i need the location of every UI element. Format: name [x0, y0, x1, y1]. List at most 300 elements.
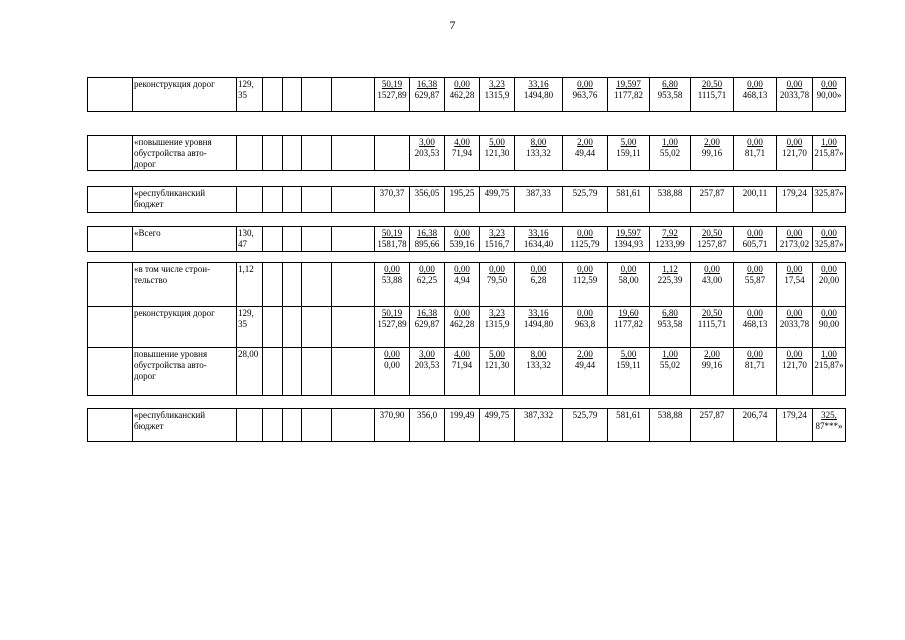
cell-line: 257,87	[699, 188, 725, 198]
cell-line: 0,00	[786, 79, 803, 89]
cell-line: 0,00	[786, 264, 803, 274]
cell-line: 206,74	[742, 410, 768, 420]
cell-line: 203,53	[414, 148, 440, 158]
cell-line: 1527,89	[377, 90, 407, 100]
cell-line: 200,11	[742, 188, 768, 198]
code-line: 129,	[238, 308, 254, 318]
value-cell	[734, 227, 777, 252]
cell-line: 0,00	[786, 228, 803, 238]
cell-line: 0,00	[530, 264, 547, 274]
cell-line: 49,44	[574, 148, 596, 158]
value-cell	[515, 78, 563, 112]
cell-line: 55,87	[744, 275, 766, 285]
code-cell	[237, 307, 263, 348]
cell-line: 1394,93	[613, 239, 644, 249]
cell-line: 121,70	[782, 360, 807, 370]
cell-line: 6,80	[662, 79, 678, 89]
cell-line: 325,87»	[814, 239, 844, 249]
blank-cell	[302, 187, 332, 213]
table-block	[87, 77, 846, 112]
cell-line: 0,00	[454, 79, 470, 89]
value-cell	[608, 187, 650, 213]
cell-line: 1,00	[662, 349, 678, 359]
cell-line: 3,00	[419, 137, 435, 147]
value-cell	[515, 348, 563, 396]
value-cell	[445, 136, 480, 171]
cell-line: 356,0	[416, 410, 438, 420]
cell-line: 538,88	[657, 188, 683, 198]
cell-line: 133,32	[526, 148, 551, 158]
value-cell	[813, 78, 846, 112]
blank-cell	[302, 78, 332, 112]
cell-line: 0,00	[384, 264, 400, 274]
cell-line: 1115,71	[697, 319, 727, 329]
cell-line: 1115,71	[697, 90, 727, 100]
row-label-line: бюджет	[134, 421, 164, 431]
cell-line: 629,87	[414, 319, 440, 329]
value-cell	[375, 227, 410, 252]
row-label-line: дорог	[134, 159, 156, 169]
row-label-line: реконструкция дорог	[134, 308, 215, 318]
row-label-line: бюджет	[134, 199, 164, 209]
value-cell	[777, 263, 813, 307]
cell-line: 1,00	[821, 349, 837, 359]
row-label-line: «повышение уровня	[134, 137, 212, 147]
cell-line: 0,00	[786, 308, 803, 318]
table-row	[88, 187, 846, 213]
cell-line: 199,49	[449, 410, 475, 420]
value-cell	[650, 78, 691, 112]
value-cell	[734, 409, 777, 442]
value-cell	[691, 348, 734, 396]
value-cell	[734, 187, 777, 213]
blank-cell	[283, 307, 302, 348]
blank-cell	[283, 348, 302, 396]
code-cell	[237, 136, 263, 171]
row-label-line: реконструкция дорог	[134, 79, 215, 89]
blank-cell	[263, 409, 283, 442]
blank-cell	[302, 136, 332, 171]
value-cell	[608, 78, 650, 112]
cell-line: 99,16	[701, 148, 723, 158]
cell-line: 1,12	[662, 264, 678, 274]
cell-line: 87***»	[815, 421, 843, 431]
cell-line: 90,00»	[816, 90, 842, 100]
cell-line: 5,00	[489, 349, 505, 359]
blank-cell	[263, 78, 283, 112]
table-block	[87, 262, 846, 396]
value-cell	[375, 187, 410, 213]
table-block	[87, 408, 846, 442]
cell-line: 1581,78	[377, 239, 407, 249]
cell-line: 50,19	[381, 228, 403, 238]
blank-cell	[283, 263, 302, 307]
row-label	[133, 187, 237, 213]
cell-line: 538,88	[657, 410, 683, 420]
cell-line: 1177,82	[614, 319, 643, 329]
value-cell	[650, 409, 691, 442]
value-cell	[608, 227, 650, 252]
cell-line: 55,02	[659, 148, 681, 158]
row-label	[133, 307, 237, 348]
value-cell	[777, 187, 813, 213]
cell-line: 0,00	[577, 308, 593, 318]
cell-line: 20,50	[701, 79, 723, 89]
cell-line: 0,00	[577, 264, 593, 274]
value-cell	[777, 136, 813, 171]
cell-line: 0,00	[454, 228, 470, 238]
table-row	[88, 136, 846, 171]
cell-line: 0,00	[821, 228, 837, 238]
cell-line: 4,00	[454, 137, 470, 147]
cell-line: 0,00	[747, 264, 763, 274]
value-cell	[480, 187, 515, 213]
cell-line: 16,38	[416, 79, 438, 89]
row-label	[133, 136, 237, 171]
table-block	[87, 226, 846, 252]
cell-line: 581,61	[616, 410, 641, 420]
value-cell	[734, 78, 777, 112]
cell-line: 953,58	[657, 90, 683, 100]
row-label	[133, 227, 237, 252]
cell-line: 19,60	[618, 308, 639, 318]
code-line: 28,00	[238, 349, 259, 359]
row-label	[133, 78, 237, 112]
blank-cell	[302, 307, 332, 348]
row-label-line: «республиканский	[134, 410, 206, 420]
value-cell	[515, 187, 563, 213]
cell-line: 17,54	[784, 275, 805, 285]
cell-line: 0,00	[577, 79, 593, 89]
cell-line: 1634,40	[523, 239, 554, 249]
cell-line: 0,00	[747, 79, 763, 89]
cell-line: 16,38	[416, 228, 438, 238]
cell-line: 19,597	[616, 228, 641, 238]
cell-line: 462,28	[449, 90, 475, 100]
cell-line: 203,53	[414, 360, 440, 370]
cell-line: 179,24	[782, 410, 807, 420]
blank-cell	[263, 307, 283, 348]
blank-cell	[88, 307, 133, 348]
value-cell	[480, 78, 515, 112]
value-cell	[480, 409, 515, 442]
blank-cell	[302, 263, 332, 307]
code-line: 130,	[238, 228, 254, 238]
value-cell	[650, 307, 691, 348]
row-label-line: обустройства авто-	[134, 148, 207, 158]
blank-cell	[302, 227, 332, 252]
cell-line: 499,75	[484, 410, 510, 420]
value-cell	[480, 348, 515, 396]
value-cell	[445, 187, 480, 213]
value-cell	[563, 136, 608, 171]
cell-line: 2033,78	[779, 319, 810, 329]
cell-line: 1233,99	[655, 239, 685, 249]
value-cell	[563, 348, 608, 396]
table-row	[88, 307, 846, 348]
blank-cell	[263, 348, 283, 396]
blank-cell	[88, 263, 133, 307]
value-cell	[813, 263, 846, 307]
cell-line: 20,50	[701, 308, 723, 318]
cell-line: 6,80	[662, 308, 678, 318]
cell-line: 16,38	[416, 308, 438, 318]
value-cell	[608, 348, 650, 396]
blank-cell	[332, 187, 375, 213]
cell-line: 3,00	[419, 349, 435, 359]
row-label	[133, 409, 237, 442]
value-cell	[691, 136, 734, 171]
value-cell	[563, 307, 608, 348]
value-cell	[813, 348, 846, 396]
value-cell	[608, 263, 650, 307]
cell-line: 3,23	[489, 79, 505, 89]
cell-line: 90,00	[818, 319, 840, 329]
value-cell	[813, 227, 846, 252]
cell-line: 1527,89	[377, 319, 407, 329]
cell-line: 79,50	[486, 275, 508, 285]
row-label-line: тельство	[134, 275, 168, 285]
cell-line: 539,16	[449, 239, 475, 249]
value-cell	[410, 187, 445, 213]
cell-line: 215,87»	[814, 148, 844, 158]
cell-line: 33,16	[528, 228, 549, 238]
cell-line: 0,00	[384, 360, 400, 370]
cell-line: 257,87	[699, 410, 725, 420]
code-cell	[237, 187, 263, 213]
table-row	[88, 409, 846, 442]
blank-cell	[283, 78, 302, 112]
blank-cell	[88, 348, 133, 396]
blank-cell	[302, 409, 332, 442]
value-cell	[375, 78, 410, 112]
cell-line: 58,00	[618, 275, 639, 285]
blank-cell	[283, 409, 302, 442]
table-row	[88, 263, 846, 307]
cell-line: 953,58	[657, 319, 683, 329]
cell-line: 179,24	[782, 188, 807, 198]
value-cell	[375, 136, 410, 171]
blank-cell	[302, 348, 332, 396]
cell-line: 4,00	[454, 349, 470, 359]
code-line: 1,12	[238, 264, 254, 274]
blank-cell	[88, 227, 133, 252]
value-cell	[777, 409, 813, 442]
value-cell	[375, 263, 410, 307]
blank-cell	[88, 136, 133, 171]
blank-cell	[88, 78, 133, 112]
blank-cell	[332, 307, 375, 348]
value-cell	[650, 263, 691, 307]
value-cell	[480, 227, 515, 252]
value-cell	[777, 307, 813, 348]
cell-line: 0,00	[454, 264, 470, 274]
blank-cell	[332, 263, 375, 307]
cell-line: 50,19	[381, 308, 403, 318]
cell-line: 499,75	[484, 188, 510, 198]
cell-line: 62,25	[416, 275, 438, 285]
cell-line: 462,28	[449, 319, 475, 329]
cell-line: 43,00	[701, 275, 723, 285]
cell-line: 20,50	[701, 228, 723, 238]
cell-line: 0,00	[419, 264, 435, 274]
cell-line: 1315,9	[484, 319, 510, 329]
blank-cell	[283, 187, 302, 213]
code-cell	[237, 409, 263, 442]
cell-line: 0,00	[821, 264, 837, 274]
value-cell	[813, 307, 846, 348]
blank-cell	[263, 187, 283, 213]
cell-line: 159,11	[616, 148, 641, 158]
value-cell	[734, 348, 777, 396]
cell-line: 895,66	[414, 239, 440, 249]
row-label-line: «в том числе строи-	[134, 264, 211, 274]
cell-line: 1,00	[821, 137, 837, 147]
cell-line: 53,88	[381, 275, 403, 285]
value-cell	[410, 136, 445, 171]
cell-line: 1494,80	[523, 319, 554, 329]
row-label-line: «Всего	[134, 228, 161, 238]
cell-line: 121,70	[782, 148, 807, 158]
value-cell	[375, 409, 410, 442]
value-cell	[563, 187, 608, 213]
value-cell	[691, 187, 734, 213]
cell-line: 5,00	[620, 349, 637, 359]
cell-line: 6,28	[530, 275, 547, 285]
value-cell	[650, 348, 691, 396]
value-cell	[608, 307, 650, 348]
table-row	[88, 348, 846, 396]
cell-line: 2,00	[704, 349, 720, 359]
cell-line: 0,00	[786, 349, 803, 359]
code-line: 35	[238, 319, 247, 329]
cell-line: 121,30	[484, 148, 510, 158]
value-cell	[608, 136, 650, 171]
value-cell	[813, 409, 846, 442]
cell-line: 605,71	[742, 239, 768, 249]
value-cell	[691, 263, 734, 307]
value-cell	[410, 409, 445, 442]
cell-line: 215,87»	[814, 360, 844, 370]
row-label	[133, 348, 237, 396]
cell-line: 356,05	[414, 188, 440, 198]
table-row	[88, 227, 846, 252]
cell-line: 2,00	[577, 137, 593, 147]
table-block	[87, 186, 846, 213]
value-cell	[563, 227, 608, 252]
value-cell	[734, 136, 777, 171]
value-cell	[410, 307, 445, 348]
value-cell	[445, 78, 480, 112]
cell-line: 81,71	[744, 148, 766, 158]
code-cell	[237, 78, 263, 112]
value-cell	[563, 263, 608, 307]
cell-line: 195,25	[449, 188, 475, 198]
value-cell	[480, 307, 515, 348]
cell-line: 71,94	[451, 148, 473, 158]
value-cell	[813, 136, 846, 171]
value-cell	[515, 227, 563, 252]
value-cell	[410, 348, 445, 396]
code-cell	[237, 263, 263, 307]
value-cell	[734, 263, 777, 307]
cell-line: 2,00	[704, 137, 720, 147]
value-cell	[332, 78, 375, 112]
cell-line: 325,87»	[814, 188, 844, 198]
cell-line: 581,61	[616, 188, 641, 198]
table-row	[88, 78, 846, 112]
cell-line: 112,59	[572, 275, 598, 285]
cell-line: 525,79	[572, 410, 598, 420]
cell-line: 7,92	[662, 228, 678, 238]
cell-line: 1177,82	[614, 90, 643, 100]
blank-cell	[88, 409, 133, 442]
value-cell	[650, 187, 691, 213]
value-cell	[563, 78, 608, 112]
code-cell	[237, 227, 263, 252]
value-cell	[650, 227, 691, 252]
value-cell	[515, 307, 563, 348]
cell-line: 1315,9	[484, 90, 510, 100]
cell-line: 0,00	[821, 79, 837, 89]
cell-line: 19,597	[616, 79, 641, 89]
cell-line: 629,87	[414, 90, 440, 100]
cell-line: 2173,02	[779, 239, 810, 249]
value-cell	[410, 227, 445, 252]
row-label-line: дорог	[134, 371, 156, 381]
value-cell	[480, 136, 515, 171]
cell-line: 0,00	[821, 308, 837, 318]
value-cell	[650, 136, 691, 171]
cell-line: 0,00	[454, 308, 470, 318]
row-label-line: «республиканский	[134, 188, 206, 198]
value-cell	[445, 227, 480, 252]
cell-line: 525,79	[572, 188, 598, 198]
cell-line: 8,00	[530, 137, 547, 147]
value-cell	[515, 136, 563, 171]
cell-line: 963,76	[572, 90, 598, 100]
code-line: 47	[238, 239, 247, 249]
value-cell	[691, 307, 734, 348]
cell-line: 3,23	[489, 228, 505, 238]
cell-line: 159,11	[616, 360, 641, 370]
cell-line: 468,13	[742, 90, 768, 100]
cell-line: 468,13	[742, 319, 768, 329]
cell-line: 1125,79	[570, 239, 600, 249]
cell-line: 133,32	[526, 360, 551, 370]
page-number: 7	[449, 18, 456, 32]
cell-line: 33,16	[528, 79, 549, 89]
value-cell	[777, 348, 813, 396]
cell-line: 370,37	[379, 188, 405, 198]
cell-line: 5,00	[489, 137, 505, 147]
blank-cell	[332, 136, 375, 171]
cell-line: 3,23	[489, 308, 505, 318]
blank-cell	[263, 136, 283, 171]
cell-line: 387,332	[523, 410, 554, 420]
cell-line: 0,00	[384, 349, 400, 359]
cell-line: 1,00	[662, 137, 678, 147]
cell-line: 81,71	[744, 360, 766, 370]
cell-line: 33,16	[528, 308, 549, 318]
value-cell	[608, 409, 650, 442]
blank-cell	[283, 227, 302, 252]
blank-cell	[263, 227, 283, 252]
cell-line: 2,00	[577, 349, 593, 359]
cell-line: 0,00	[704, 264, 720, 274]
cell-line: 4,94	[454, 275, 470, 285]
cell-line: 1494,80	[523, 90, 554, 100]
